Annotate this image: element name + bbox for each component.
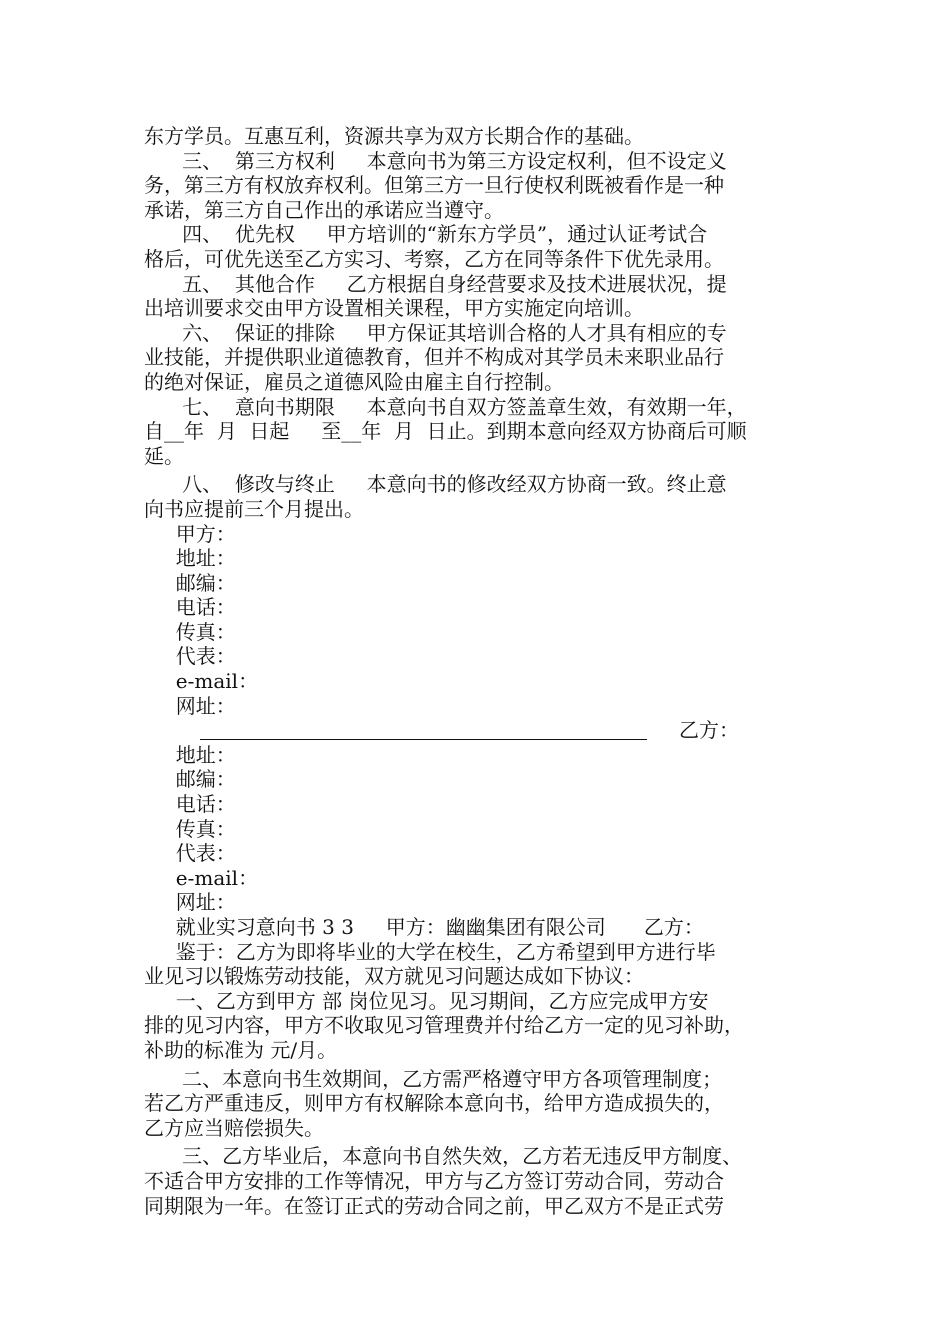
text-line: 业技能，并提供职业道德教育，但并不构成对其学员未来职业品行 (144, 345, 724, 370)
text-line: 的绝对保证，雇员之道德风险由雇主自行控制。 (144, 369, 564, 394)
text-line: 网址： (144, 693, 236, 718)
text-line: 网址： (144, 890, 236, 915)
text-line: 地址： (144, 742, 236, 767)
text-line: 三、乙方毕业后，本意向书自然失效，乙方若无违反甲方制度、 (144, 1144, 743, 1169)
text-line: e-mail： (144, 669, 259, 694)
text-line: 同期限为一年。在签订正式的劳动合同之前，甲乙双方不是正式劳 (144, 1193, 724, 1218)
text-line: 承诺，第三方自己作出的承诺应当遵守。 (144, 197, 504, 222)
text-line: 邮编： (144, 570, 236, 595)
text-line: 东方学员。互惠互利，资源共享为双方长期合作的基础。 (144, 124, 644, 148)
party-b-and-second-agreement (144, 743, 809, 1063)
party-b-label: 乙方： (679, 718, 739, 743)
text-line: 补助的标准为 元/月。 (144, 1037, 338, 1062)
text-line: 延。 (144, 443, 184, 468)
text-line: 地址： (144, 546, 236, 571)
text-line: 向书应提前三个月提出。 (144, 496, 364, 521)
clause-two-block (144, 1067, 809, 1141)
clauses-three-to-seven (144, 124, 809, 468)
text-line: 排的见习内容，甲方不收取见习管理费并付给乙方一定的见习补助， (144, 1013, 744, 1038)
text-line: 甲方： (144, 521, 236, 546)
text-line: 三、 第三方权利 本意向书为第三方设定权利，但不设定义 (144, 148, 727, 173)
text-line: 业见习以锻炼劳动技能，双方就见习问题达成如下协议： (144, 964, 644, 989)
text-line: 传真： (144, 816, 236, 841)
text-line: 电话： (144, 792, 236, 817)
text-line: 鉴于：乙方为即将毕业的大学在校生，乙方希望到甲方进行毕 (144, 939, 716, 964)
signature-underline (200, 739, 647, 740)
text-line: 邮编： (144, 767, 236, 792)
text-line: 六、 保证的排除 甲方保证其培训合格的人才具有相应的专 (144, 320, 727, 345)
text-line: 务，第三方有权放弃权利。但第三方一旦行使权利既被看作是一种 (144, 173, 724, 198)
text-line: 一、乙方到甲方 部 岗位见习。见习期间，乙方应完成甲方安 (144, 988, 709, 1013)
text-line: 二、本意向书生效期间，乙方需严格遵守甲方各项管理制度； (144, 1066, 723, 1091)
text-line: 代表： (144, 644, 236, 669)
text-line: e-mail： (144, 865, 259, 890)
text-line: 若乙方严重违反，则甲方有权解除本意向书，给甲方造成损失的， (144, 1091, 724, 1116)
text-line: 五、 其他合作 乙方根据自身经营要求及技术进展状况，提 (144, 271, 727, 296)
text-line: 就业实习意向书 3 3 甲方：幽幽集团有限公司 乙方： (144, 915, 704, 939)
text-line: 乙方应当赔偿损失。 (144, 1115, 324, 1140)
text-line: 出培训要求交由甲方设置相关课程，甲方实施定向培训。 (144, 296, 644, 321)
text-line: 传真： (144, 619, 236, 644)
text-line: 电话： (144, 595, 236, 620)
text-line: 代表： (144, 841, 236, 866)
document-body (144, 124, 809, 1218)
text-line: 格后，可优先送至乙方实习、考察，乙方在同等条件下优先录用。 (144, 246, 724, 271)
clause-three-block (144, 1144, 809, 1218)
signature-line-row (144, 718, 809, 743)
text-line: 四、 优先权 甲方培训的“新东方学员”，通过认证考试合 (144, 222, 708, 247)
text-line: 不适合甲方安排的工作等情况，甲方与乙方签订劳动合同，劳动合 (144, 1168, 724, 1193)
text-line: 七、 意向书期限 本意向书自双方签盖章生效，有效期一年， (144, 394, 747, 419)
text-line: 八、 修改与终止 本意向书的修改经双方协商一致。终止意 (144, 472, 727, 497)
text-line: 自__年 月 日起 至__年 月 日止。到期本意向经双方协商后可顺 (144, 419, 747, 444)
party-a-block (144, 472, 809, 718)
